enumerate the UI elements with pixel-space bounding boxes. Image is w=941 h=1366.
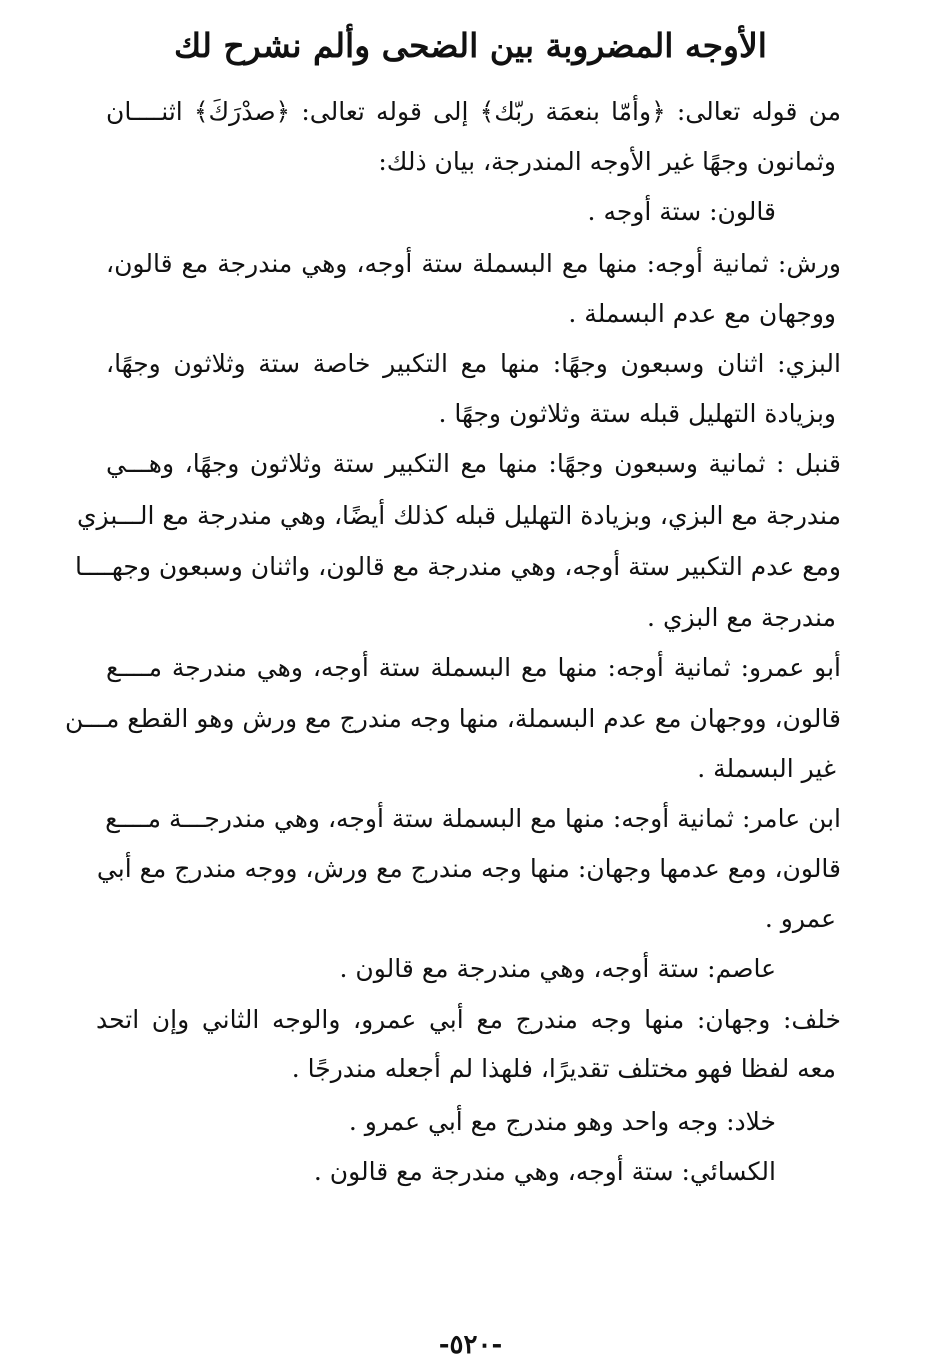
text-line-22: الكسائي: ستة أوجه، وهي مندرجة مع قالون . <box>313 1157 776 1186</box>
text-line-7: وبزيادة التهليل قبله ستة وثلاثون وجهًا . <box>438 399 836 428</box>
text-line-18: عاصم: ستة أوجه، وهي مندرجة مع قالون . <box>339 954 776 983</box>
text-line-16: قالون، ومع عدمها وجهان: منها وجه مندرج مع ورش، ووجه مندرج مع أبي <box>96 854 841 883</box>
page-title: الأوجه المضروبة بين الضحى وألم نشرح لك <box>174 26 767 65</box>
text-line-6: البزي: اثنان وسبعون وجهًا: منها مع التكبير خاصة ستة وثلاثون وجهًا، <box>106 349 841 378</box>
text-line-4: ورش: ثمانية أوجه: منها مع البسملة ستة أوجه، وهي مندرجة مع قالون، <box>106 249 841 278</box>
text-line-17: عمرو . <box>764 904 836 933</box>
text-line-13: قالون، ووجهان مع عدم البسملة، منها وجه مندرج مع ورش وهو القطع مـــن <box>64 704 841 733</box>
text-line-11: مندرجة مع البزي . <box>647 603 836 632</box>
page-number: -٥٢٠- <box>438 1330 503 1360</box>
text-line-8: قنبل : ثمانية وسبعون وجهًا: منها مع التكبير ستة وثلاثون وجهًا، وهـــي <box>106 449 841 478</box>
text-line-1: من قوله تعالى: ﴿وأمّا بنعمَة ربّك﴾ إلى قوله تعالى: ﴿صدْرَكَ﴾ اثنــــان <box>106 97 841 126</box>
text-line-12: أبو عمرو: ثمانية أوجه: منها مع البسملة ستة أوجه، وهي مندرجة مــــع <box>106 653 841 682</box>
text-line-20: معه لفظا فهو مختلف تقديرًا، فلهذا لم أجعله مندرجًا . <box>291 1054 836 1083</box>
text-line-5: ووجهان مع عدم البسملة . <box>568 299 836 328</box>
text-line-9: مندرجة مع البزي، وبزيادة التهليل قبله كذلك أيضًا، وهي مندرجة مع الـــبزي <box>76 501 841 530</box>
text-line-19: خلف: وجهان: منها وجه مندرج مع أبي عمرو، والوجه الثاني وإن اتحد <box>96 1005 841 1034</box>
text-line-14: غير البسملة . <box>697 754 836 783</box>
text-line-21: خلاد: وجه واحد وهو مندرج مع أبي عمرو . <box>348 1107 776 1136</box>
text-line-3: قالون: ستة أوجه . <box>587 197 776 226</box>
text-line-2: وثمانون وجهًا غير الأوجه المندرجة، بيان ذلك: <box>378 147 836 176</box>
text-line-10: ومع عدم التكبير ستة أوجه، وهي مندرجة مع قالون، واثنان وسبعون وجهــــا <box>74 552 841 581</box>
text-line-15: ابن عامر: ثمانية أوجه: منها مع البسملة ستة أوجه، وهي مندرجـــة مــــع <box>105 804 841 833</box>
